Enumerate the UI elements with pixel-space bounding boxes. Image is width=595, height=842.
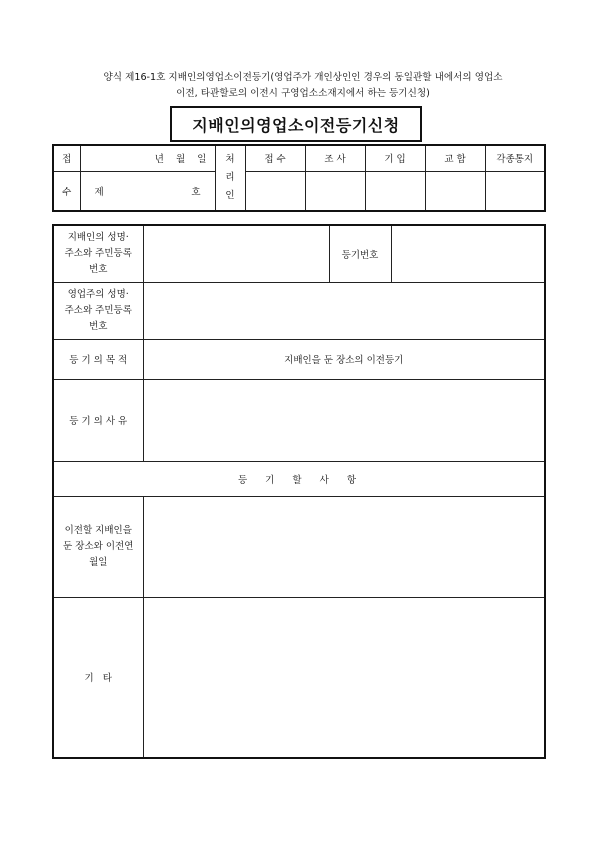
receipt-number[interactable]	[80, 171, 215, 211]
form-header	[58, 70, 548, 102]
application-table	[52, 224, 546, 759]
registration-number-label: 등기번호	[329, 225, 391, 282]
other-label: 기 타	[53, 597, 143, 758]
registration-number-field[interactable]	[391, 225, 545, 282]
header-line-2: 이전, 타관할로의 이전시 구영업소소재지에서 하는 등기신청)	[176, 88, 430, 99]
cell-giip-value[interactable]	[365, 171, 425, 211]
receipt-date[interactable]: 년 월 일	[80, 145, 215, 171]
cell-notice-value[interactable]	[485, 171, 545, 211]
col-josa: 조 사	[305, 145, 365, 171]
cell-gyohap-value[interactable]	[425, 171, 485, 211]
cell-josa-value[interactable]	[305, 171, 365, 211]
manager-label-line-3: 번호	[89, 263, 108, 275]
owner-label-line-3: 번호	[89, 320, 108, 332]
move-info-field[interactable]	[143, 496, 545, 597]
document-title: 지배인의영업소이전등기신청	[170, 106, 422, 142]
receipt-su-label: 수	[53, 171, 80, 211]
move-label-line-1: 이전할 지배인을	[64, 524, 132, 536]
other-field[interactable]	[143, 597, 545, 758]
processor-char-2: 리	[225, 172, 235, 183]
manager-label-line-2: 주소와 주민등록	[64, 247, 132, 259]
owner-label-line-2: 주소와 주민등록	[64, 304, 132, 316]
reason-label: 등 기 의 사 유	[53, 379, 143, 461]
owner-info-label	[53, 282, 143, 339]
col-giip: 기 입	[365, 145, 425, 171]
manager-label-line-1: 지배인의 성명·	[67, 231, 129, 243]
purpose-value: 지배인을 둔 장소의 이전등기	[143, 339, 545, 379]
processor-label	[215, 145, 245, 211]
processor-char-1: 처	[225, 154, 235, 165]
purpose-label: 등 기 의 목 적	[53, 339, 143, 379]
manager-info-label	[53, 225, 143, 282]
matters-heading: 등 기 할 사 항	[53, 461, 545, 496]
receipt-table	[52, 144, 546, 212]
col-notice: 각종통지	[485, 145, 545, 171]
receipt-jeop-label: 접	[53, 145, 80, 171]
manager-info-field[interactable]	[143, 225, 329, 282]
owner-label-line-1: 영업주의 성명·	[67, 288, 129, 300]
reason-field[interactable]	[143, 379, 545, 461]
cell-jeopsu-value[interactable]	[245, 171, 305, 211]
processor-char-3: 인	[225, 190, 235, 201]
move-info-label	[53, 496, 143, 597]
owner-info-field[interactable]	[143, 282, 545, 339]
col-gyohap: 교 합	[425, 145, 485, 171]
header-line-1: 양식 제16-1호 지배인의영업소이전등기(영업주가 개인상인인 경우의 동일관할 내에서의 영업소	[103, 72, 503, 83]
move-label-line-2: 둔 장소와 이전연	[63, 540, 134, 552]
receipt-number-ho: 호	[191, 186, 201, 198]
move-label-line-3: 월일	[89, 556, 108, 568]
receipt-number-je: 제	[94, 186, 104, 198]
col-jeopsu: 접 수	[245, 145, 305, 171]
